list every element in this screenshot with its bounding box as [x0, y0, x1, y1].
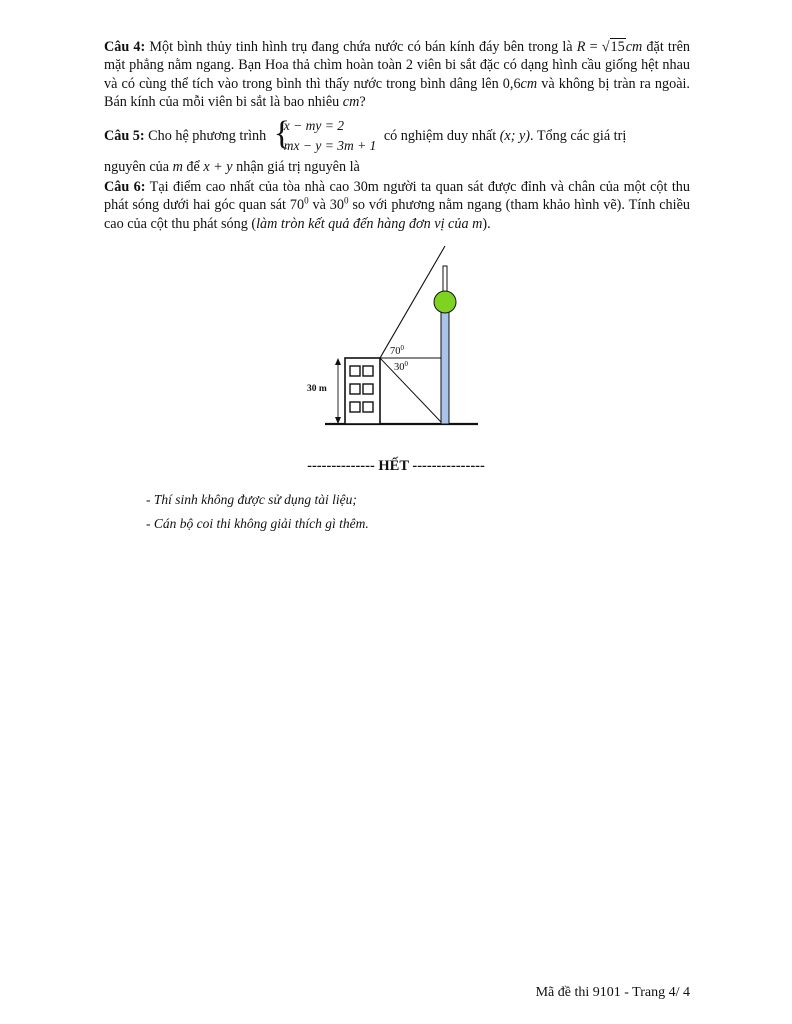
unit-cm: cm: [520, 75, 538, 92]
angle-30-value: 30: [394, 362, 405, 373]
question-6-text-2: và 30: [308, 197, 344, 214]
angle-30-label: [394, 360, 409, 373]
angle-70-degree: 0: [400, 344, 404, 352]
angle-70-value: 70: [390, 346, 401, 357]
question-4-text-2: đặt trên mặt phẳng nằm ngang. Bạn Hoa thả chìm hoàn toàn 2 viên bi sắt đặc có dạng hình cầu giống hệt nhau và có cùng thể tích vào trong bình thì thấy nước trong bình dâng lên 0,6: [104, 39, 690, 92]
tower-ball: [434, 291, 456, 313]
question-4-text-4: ?: [359, 94, 366, 111]
sqrt-radicand: 15: [610, 39, 625, 55]
page-footer: Mã đề thi 9101 - Trang 4/ 4: [535, 985, 690, 1000]
radius-unit: cm: [625, 39, 643, 55]
equation-2: mx − y = 3m + 1: [283, 138, 377, 153]
question-5: [104, 116, 690, 156]
question-4-text-3: và không bị tràn ra ngoài. Bán kính của mỗi viên bi sắt là bao nhiêu: [104, 75, 690, 111]
angle-70-label: [390, 344, 405, 357]
question-6: [104, 178, 690, 233]
question-5-label: Câu 5:: [104, 127, 145, 144]
end-marker: -------------- HẾT ---------------: [307, 458, 485, 474]
degree-sup-1: 0: [304, 195, 309, 206]
note-1: - Thí sinh không được sử dụng tài liệu;: [146, 492, 357, 507]
solution-pair: (x; y): [499, 127, 531, 144]
question-4-text-1: Một bình thủy tinh hình trụ đang chứa nước có bán kính đáy bên trong là: [145, 39, 577, 55]
question-6-label: Câu 6:: [104, 179, 146, 195]
rounding-note: làm tròn kết quả đến hàng đơn vị của m: [256, 215, 483, 232]
question-5-line-2: [104, 159, 360, 176]
radius-formula: [577, 39, 643, 55]
question-5-text-2: có nghiệm duy nhất: [380, 127, 500, 144]
equation-1: x − my = 2: [283, 118, 344, 133]
tower-figure: [300, 236, 490, 430]
question-6-text-1: Tại điểm cao nhất của tòa nhà cao 30m người ta quan sát được đỉnh và chân của một cột thu phát sóng dưới hai góc quan sát 70: [104, 179, 690, 214]
question-5-text-4: nguyên của: [104, 159, 173, 175]
sqrt-expression: [602, 38, 626, 56]
angle-30-degree: 0: [404, 360, 408, 368]
question-4: [104, 38, 690, 112]
equation-system: [274, 116, 377, 156]
sight-line-bottom: [380, 358, 441, 422]
radius-symbol: R: [576, 39, 586, 55]
question-5-text-3: . Tổng các giá trị: [530, 127, 627, 144]
note-2: - Cán bộ coi thi không giải thích gì thêm.: [146, 516, 369, 531]
question-5-text-6: nhận giá trị nguyên là: [232, 159, 360, 175]
degree-sup-2: 0: [343, 195, 349, 206]
variable-m: m: [172, 159, 183, 175]
sum-expression: x + y: [203, 159, 233, 175]
equals-sign: =: [585, 39, 602, 55]
question-6-text-4: ).: [482, 215, 491, 232]
sqrt-icon: √: [601, 39, 610, 55]
question-5-text-5: để: [182, 159, 204, 175]
arrow-up-icon: [335, 358, 341, 365]
unit-cm-2: cm: [342, 94, 360, 111]
tower: [441, 309, 449, 424]
brace-icon: {: [273, 115, 291, 152]
question-5-text-1: Cho hệ phương trình: [144, 127, 270, 144]
height-label: 30 m: [307, 384, 327, 394]
question-4-label: Câu 4:: [104, 39, 146, 55]
question-6-text-3: so với phương nằm ngang (tham khảo hình vẽ). Tính chiều cao của cột thu phát sóng (: [104, 197, 690, 232]
